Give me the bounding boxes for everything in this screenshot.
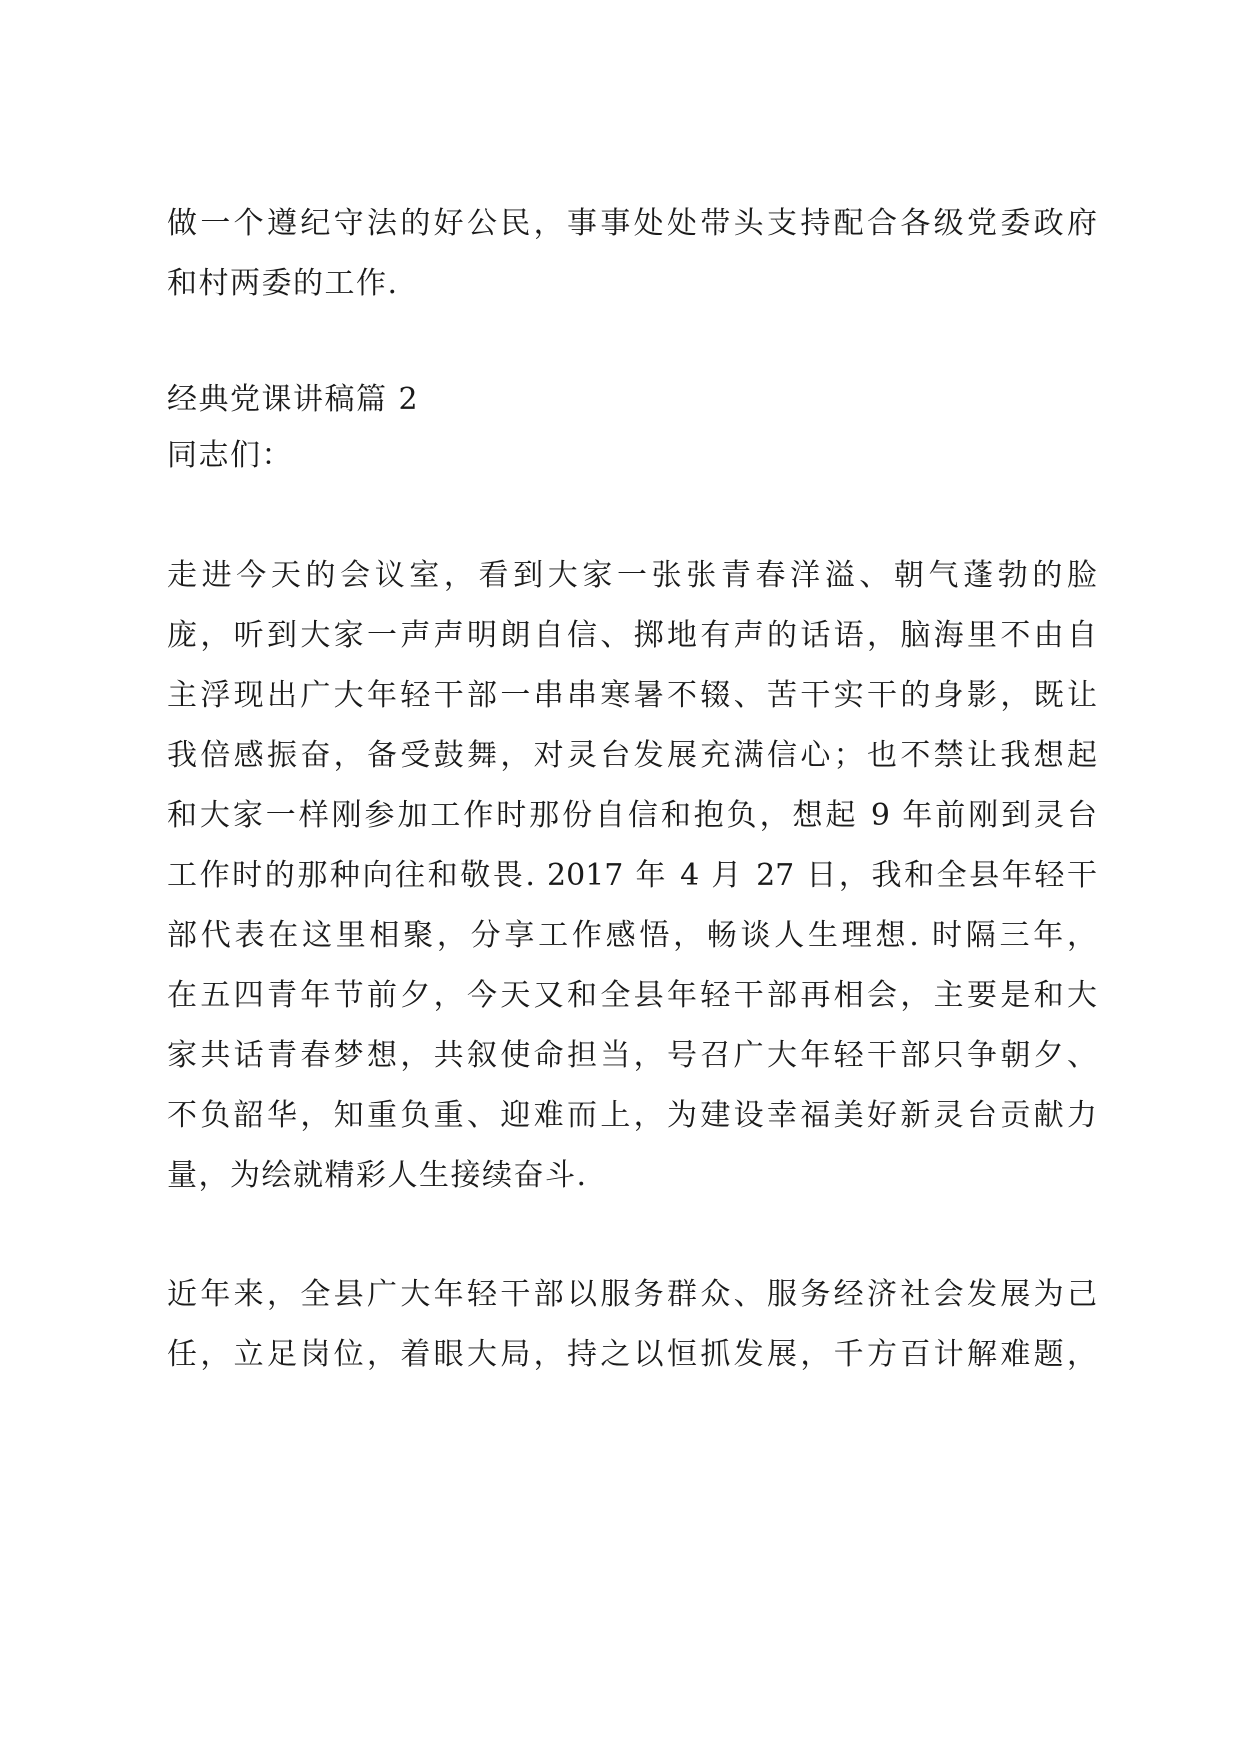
text-line: 部代表在这里相聚，分享工作感悟，畅谈人生理想. 时隔三年， [167,918,1097,953]
text-line: 在五四青年节前夕，今天又和全县年轻干部再相会，主要是和大 [167,978,1097,1013]
salutation: 同志们： [167,438,293,473]
text-line: 和大家一样刚参加工作时那份自信和抱负，想起 9 年前刚到灵台 [167,798,1097,833]
text-line: 庞，听到大家一声声明朗自信、掷地有声的话语，脑海里不由自 [167,618,1097,653]
text-line: 我倍感振奋，备受鼓舞，对灵台发展充满信心；也不禁让我想起 [167,738,1097,773]
text-line: 工作时的那种向往和敬畏. 2017 年 4 月 27 日，我和全县年轻干 [167,858,1097,893]
text-line: 近年来，全县广大年轻干部以服务群众、服务经济社会发展为己 [167,1277,1097,1312]
text-line: 量，为绘就精彩人生接续奋斗. [167,1158,588,1193]
text-line: 做一个遵纪守法的好公民，事事处处带头支持配合各级党委政府 [167,206,1097,241]
text-line: 和村两委的工作. [167,266,399,301]
text-line: 任，立足岗位，着眼大局，持之以恒抓发展，千方百计解难题， [167,1337,1097,1372]
text-line: 不负韶华，知重负重、迎难而上，为建设幸福美好新灵台贡献力 [167,1098,1097,1133]
text-line: 走进今天的会议室，看到大家一张张青春洋溢、朝气蓬勃的脸 [167,558,1097,593]
text-line: 主浮现出广大年轻干部一串串寒暑不辍、苦干实干的身影，既让 [167,678,1097,713]
text-line: 家共话青春梦想，共叙使命担当，号召广大年轻干部只争朝夕、 [167,1038,1097,1073]
section-heading: 经典党课讲稿篇 2 [167,382,420,417]
